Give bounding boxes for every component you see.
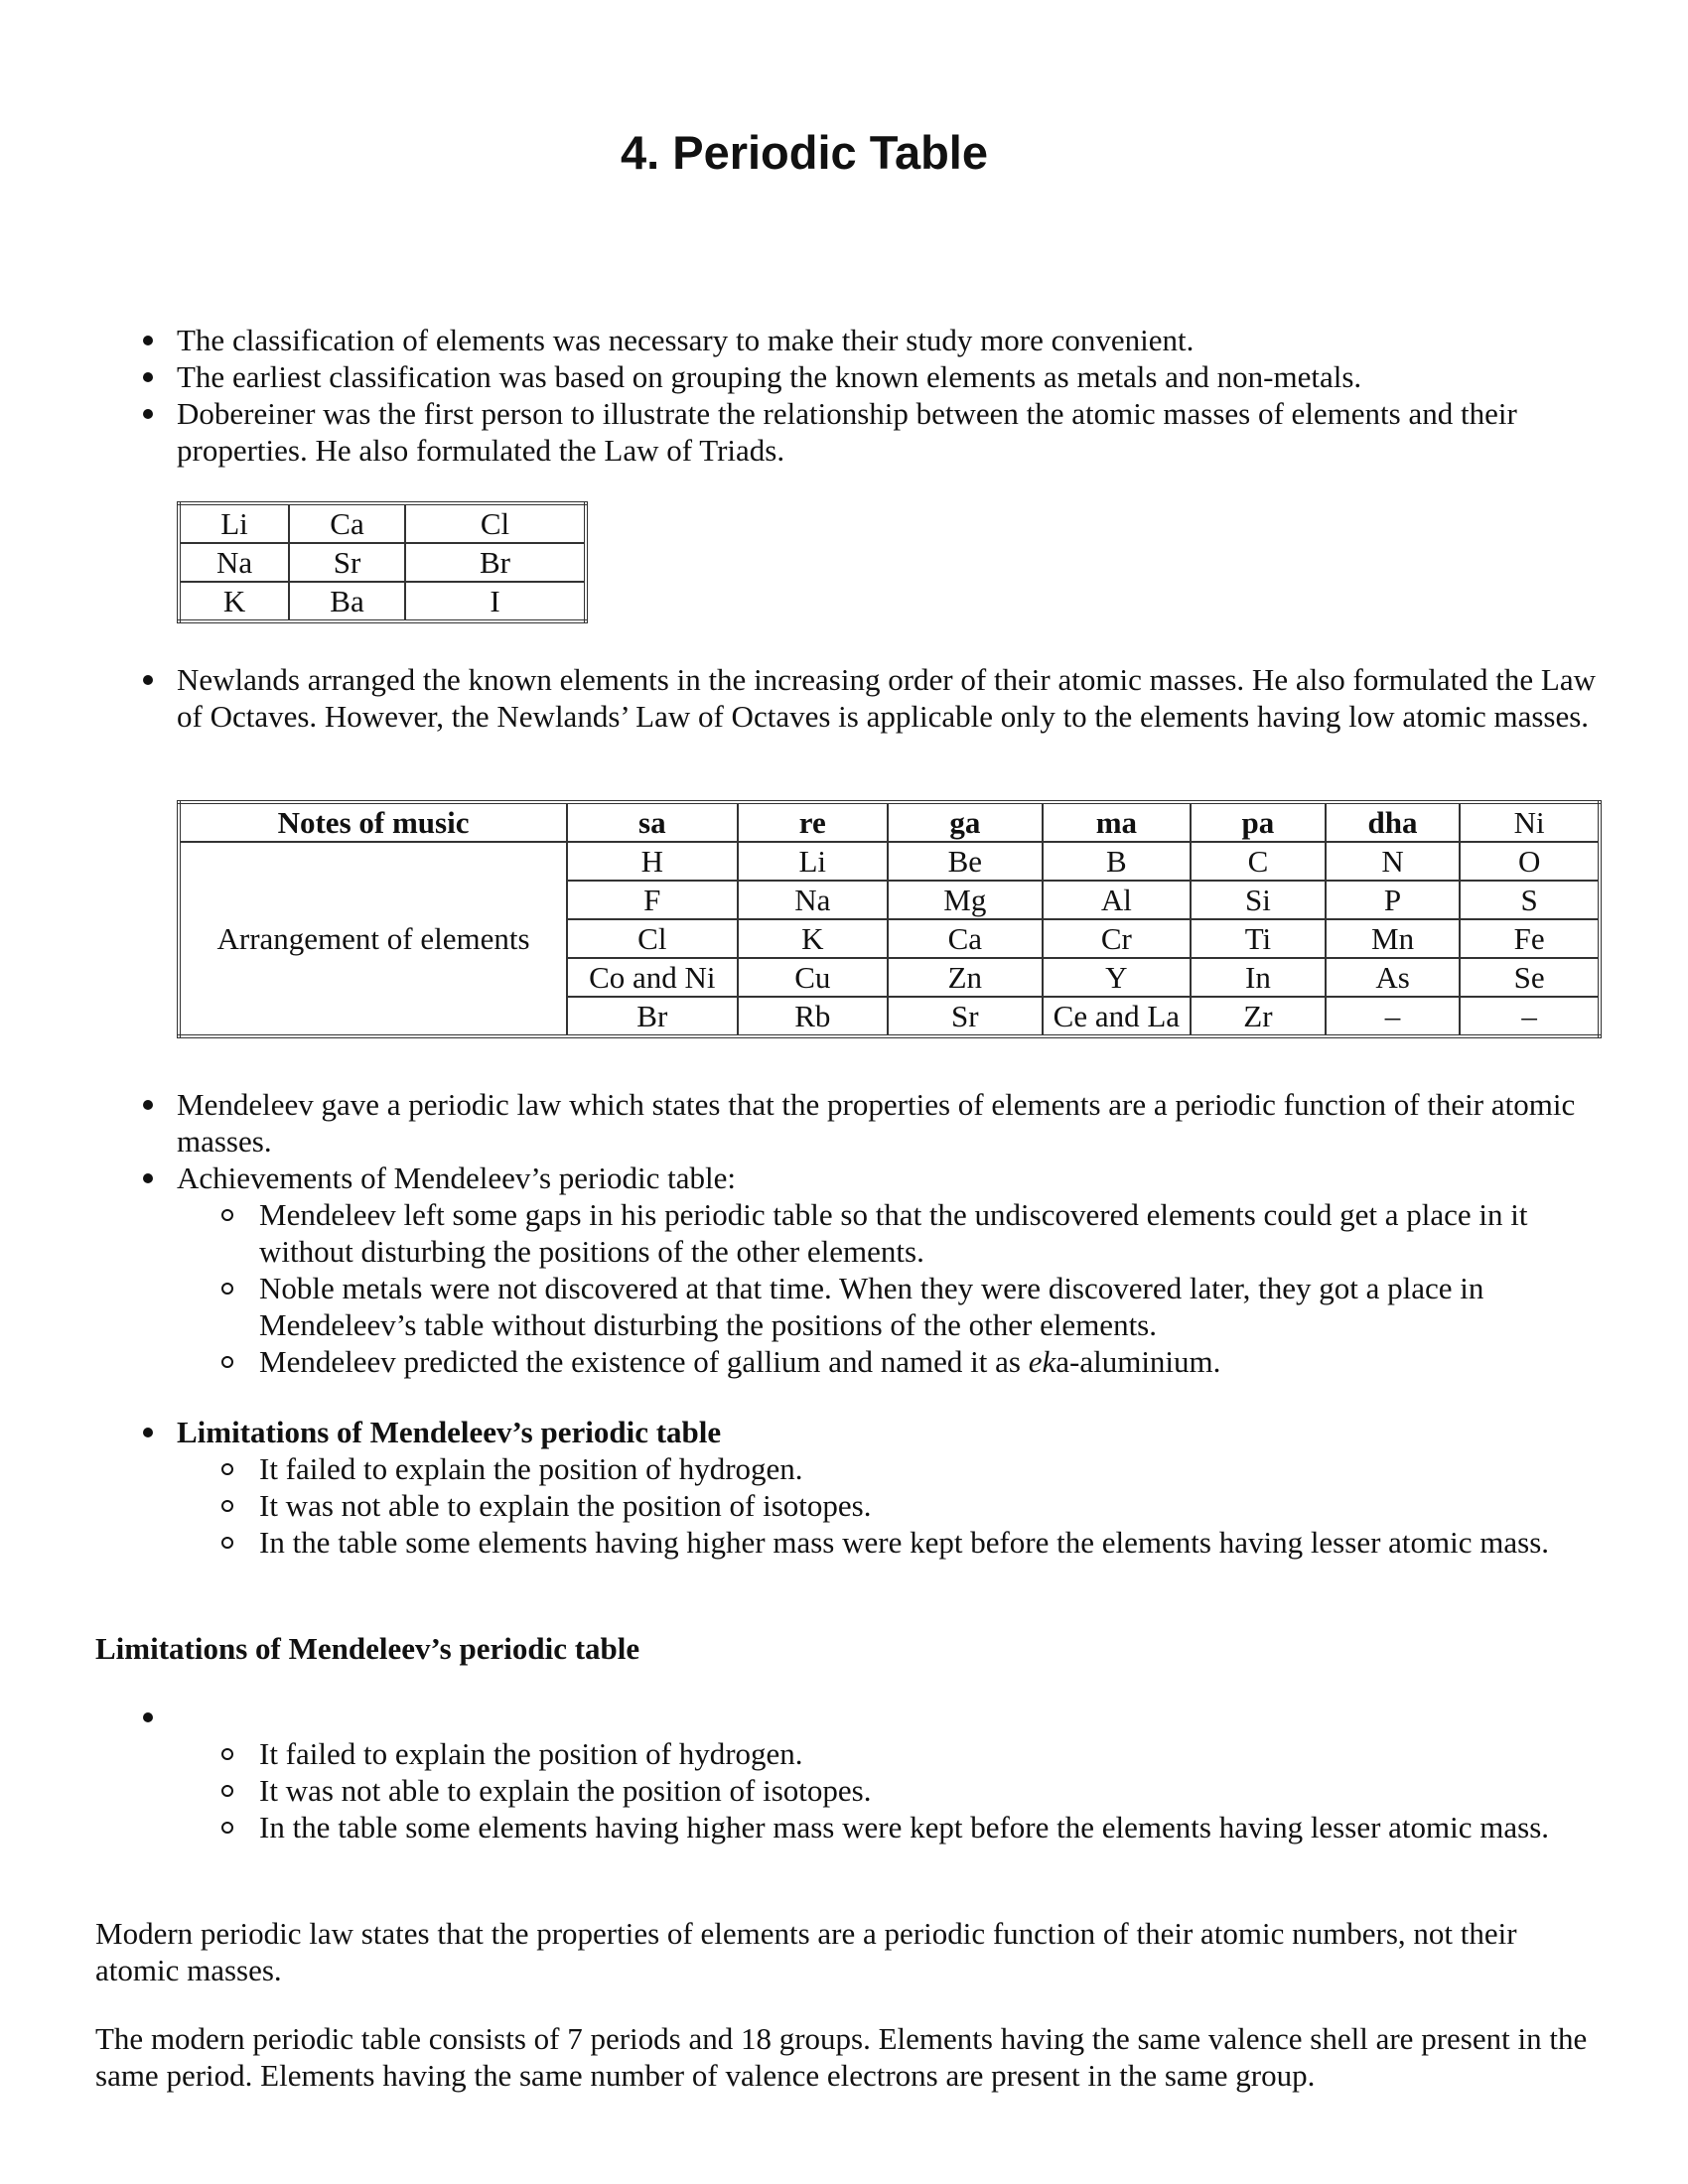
modern-periodic-table-paragraph: The modern periodic table consists of 7 periods and 18 groups. Elements having the same valence shell are present in the same period. Elements having the same number of valence electrons are present in the same group. [95,2021,1588,2093]
note-header: ma [1043,802,1192,842]
table-cell: Zr [1191,997,1326,1036]
list-item: Dobereiner was the first person to illustrate the relationship between the atomic masses of elements and their properties. He also formulated the Law of Triads. [139,395,1599,469]
note-header: ga [888,802,1043,842]
list-item-text: Mendeleev predicted the existence of gallium and named it as [259,1344,1029,1379]
table-cell: F [567,881,737,919]
intro-bullet-list [139,322,1599,469]
note-header: re [738,802,889,842]
arrangement-row-label: Arrangement of elements [179,842,567,1036]
empty-bullet [177,1700,185,1734]
table-row [179,842,1600,881]
note-header: Ni [1460,802,1600,842]
table-cell: – [1460,997,1600,1036]
list-item: It failed to explain the position of hydrogen. [177,1450,1599,1487]
table-cell: N [1326,842,1461,881]
page-title: 4. Periodic Table [620,126,989,179]
table-cell: Cr [1043,919,1192,958]
table-cell: Cl [405,503,586,543]
table-cell: H [567,842,737,881]
achievements-heading: Achievements of Mendeleev’s periodic table: [177,1160,736,1195]
list-item: The earliest classification was based on grouping the known elements as metals and non-metals. [139,358,1599,395]
table-cell: Br [405,543,586,582]
table-cell: Fe [1460,919,1600,958]
table-cell: Zn [888,958,1043,997]
table-cell: Sr [289,543,405,582]
newlands-bullet-list [139,661,1599,735]
table-cell: Br [567,997,737,1036]
limitations-repeat-list [177,1735,1599,1845]
law-of-octaves-table [177,800,1602,1038]
eka-italic: ek [1028,1344,1056,1379]
list-item: In the table some elements having higher mass were kept before the elements having lesser atomic mass. [177,1809,1599,1845]
note-header: dha [1326,802,1461,842]
list-item [139,1160,1599,1380]
list-item: It was not able to explain the position of isotopes. [177,1487,1599,1524]
triads-table [177,501,588,623]
table-cell: Cl [567,919,737,958]
mendeleev-bullet-list [139,1086,1599,1380]
table-cell: Ca [888,919,1043,958]
table-header-row [179,802,1600,842]
note-header: pa [1191,802,1326,842]
table-cell: I [405,582,586,621]
table-cell: Ti [1191,919,1326,958]
limitations-repeat-bullet-list [139,1699,1599,1845]
table-cell: Be [888,842,1043,881]
list-item [139,1699,1599,1845]
table-cell: P [1326,881,1461,919]
table-cell: O [1460,842,1600,881]
table-cell: S [1460,881,1600,919]
list-item-text: a-aluminium. [1055,1344,1221,1379]
limitations-bullet-list [139,1414,1599,1561]
list-item: Newlands arranged the known elements in the increasing order of their atomic masses. He also formulated the Law of Octaves. However, the Newlands’ Law of Octaves is applicable only to the elements having low atomic masses. [139,661,1599,735]
table-cell: Rb [738,997,889,1036]
table-cell: Si [1191,881,1326,919]
table-cell: Ba [289,582,405,621]
list-item: It failed to explain the position of hydrogen. [177,1735,1599,1772]
list-item: Mendeleev left some gaps in his periodic table so that the undiscovered elements could get a place in it without disturbing the positions of the other elements. [177,1196,1599,1270]
table-cell: Co and Ni [567,958,737,997]
table-cell: Y [1043,958,1192,997]
table-cell: Na [179,543,289,582]
list-item [177,1343,1599,1380]
table-cell: Ce and La [1043,997,1192,1036]
achievements-list [177,1196,1599,1380]
table-cell: K [179,582,289,621]
table-cell: C [1191,842,1326,881]
list-item [139,1414,1599,1561]
table-cell: – [1326,997,1461,1036]
modern-periodic-law-paragraph: Modern periodic law states that the properties of elements are a periodic function of their atomic numbers, not their atomic masses. [95,1916,1517,1987]
table-cell: Cu [738,958,889,997]
table-cell: Se [1460,958,1600,997]
list-item: Noble metals were not discovered at that time. When they were discovered later, they got a place in Mendeleev’s table without disturbing the positions of the other elements. [177,1270,1599,1343]
list-item: The classification of elements was necessary to make their study more convenient. [139,322,1599,358]
table-row [179,582,586,621]
table-cell: Li [738,842,889,881]
list-item: Mendeleev gave a periodic law which states that the properties of elements are a periodic function of their atomic masses. [139,1086,1599,1160]
table-cell: Li [179,503,289,543]
limitations-repeat-heading: Limitations of Mendeleev’s periodic table [95,1631,640,1666]
note-header: sa [567,802,737,842]
list-item: In the table some elements having higher mass were kept before the elements having lesser atomic mass. [177,1524,1599,1561]
table-cell: Sr [888,997,1043,1036]
table-cell: In [1191,958,1326,997]
limitations-list [177,1450,1599,1561]
table-cell: Na [738,881,889,919]
list-item: It was not able to explain the position of isotopes. [177,1772,1599,1809]
table-cell: Ca [289,503,405,543]
table-cell: As [1326,958,1461,997]
table-cell: K [738,919,889,958]
limitations-heading: Limitations of Mendeleev’s periodic table [177,1415,722,1449]
table-cell: Al [1043,881,1192,919]
table-cell: Mg [888,881,1043,919]
table-row [179,503,586,543]
notes-of-music-header: Notes of music [179,802,567,842]
table-cell: Mn [1326,919,1461,958]
table-cell: B [1043,842,1192,881]
table-row [179,543,586,582]
